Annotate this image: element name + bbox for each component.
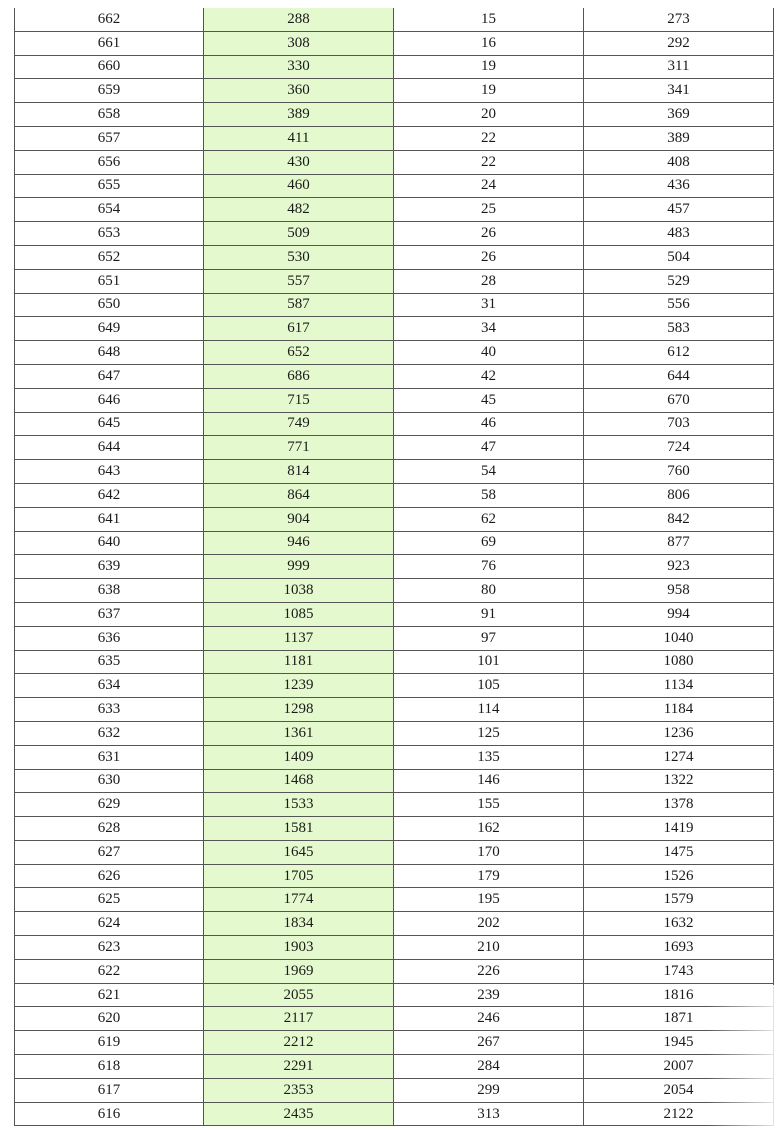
count-cell: 76	[394, 555, 584, 579]
score-cell: 628	[15, 817, 204, 841]
cumulative-cell: 652	[204, 341, 394, 365]
count-cell: 15	[394, 8, 584, 31]
count-cell: 202	[394, 912, 584, 936]
table-row	[15, 293, 774, 317]
table-row	[15, 745, 774, 769]
score-cell: 620	[15, 1007, 204, 1031]
cumulative-cell: 288	[204, 8, 394, 31]
cumulative-cell: 530	[204, 245, 394, 269]
table-body	[15, 8, 774, 1126]
count-cell: 26	[394, 245, 584, 269]
table-row	[15, 126, 774, 150]
score-cell: 657	[15, 126, 204, 150]
count-cell: 31	[394, 293, 584, 317]
score-cell: 633	[15, 698, 204, 722]
table-row	[15, 1078, 774, 1102]
score-cell: 642	[15, 483, 204, 507]
cumulative-cell: 2435	[204, 1102, 394, 1126]
count-cell: 105	[394, 674, 584, 698]
score-cell: 630	[15, 769, 204, 793]
score-cell: 626	[15, 864, 204, 888]
count-cell: 26	[394, 222, 584, 246]
rank-cell: 311	[584, 55, 774, 79]
table-row	[15, 769, 774, 793]
rank-cell: 436	[584, 174, 774, 198]
table-row	[15, 674, 774, 698]
score-cell: 624	[15, 912, 204, 936]
count-cell: 146	[394, 769, 584, 793]
cumulative-cell: 509	[204, 222, 394, 246]
count-cell: 34	[394, 317, 584, 341]
cumulative-cell: 1038	[204, 579, 394, 603]
rank-cell: 341	[584, 79, 774, 103]
cumulative-cell: 1085	[204, 602, 394, 626]
score-cell: 617	[15, 1078, 204, 1102]
table-row	[15, 864, 774, 888]
rank-cell: 760	[584, 460, 774, 484]
table-row	[15, 436, 774, 460]
rank-cell: 389	[584, 126, 774, 150]
table-row	[15, 245, 774, 269]
rank-cell: 1475	[584, 840, 774, 864]
table-row	[15, 983, 774, 1007]
cumulative-cell: 2117	[204, 1007, 394, 1031]
table-row	[15, 483, 774, 507]
count-cell: 195	[394, 888, 584, 912]
table-row	[15, 198, 774, 222]
count-cell: 267	[394, 1031, 584, 1055]
cumulative-cell: 330	[204, 55, 394, 79]
rank-cell: 1322	[584, 769, 774, 793]
count-cell: 135	[394, 745, 584, 769]
rank-cell: 1693	[584, 936, 774, 960]
cumulative-cell: 2353	[204, 1078, 394, 1102]
table-row	[15, 936, 774, 960]
score-table	[14, 8, 774, 1126]
cumulative-cell: 814	[204, 460, 394, 484]
count-cell: 20	[394, 103, 584, 127]
score-cell: 625	[15, 888, 204, 912]
count-cell: 239	[394, 983, 584, 1007]
rank-cell: 1579	[584, 888, 774, 912]
count-cell: 313	[394, 1102, 584, 1126]
score-cell: 654	[15, 198, 204, 222]
cumulative-cell: 2291	[204, 1055, 394, 1079]
score-cell: 637	[15, 602, 204, 626]
rank-cell: 842	[584, 507, 774, 531]
table-row	[15, 1102, 774, 1126]
score-cell: 629	[15, 793, 204, 817]
count-cell: 162	[394, 817, 584, 841]
table-row	[15, 626, 774, 650]
score-cell: 650	[15, 293, 204, 317]
cumulative-cell: 1903	[204, 936, 394, 960]
cumulative-cell: 482	[204, 198, 394, 222]
cumulative-cell: 1969	[204, 959, 394, 983]
table-row	[15, 79, 774, 103]
count-cell: 42	[394, 364, 584, 388]
table-row	[15, 174, 774, 198]
rank-cell: 273	[584, 8, 774, 31]
table-row	[15, 555, 774, 579]
count-cell: 46	[394, 412, 584, 436]
score-cell: 647	[15, 364, 204, 388]
rank-cell: 1816	[584, 983, 774, 1007]
table-row	[15, 31, 774, 55]
count-cell: 299	[394, 1078, 584, 1102]
table-row	[15, 269, 774, 293]
table-row	[15, 579, 774, 603]
cumulative-cell: 1137	[204, 626, 394, 650]
score-cell: 649	[15, 317, 204, 341]
score-cell: 661	[15, 31, 204, 55]
table-row	[15, 364, 774, 388]
cumulative-cell: 1181	[204, 650, 394, 674]
table-row	[15, 650, 774, 674]
score-cell: 660	[15, 55, 204, 79]
rank-cell: 504	[584, 245, 774, 269]
count-cell: 155	[394, 793, 584, 817]
count-cell: 179	[394, 864, 584, 888]
count-cell: 91	[394, 602, 584, 626]
count-cell: 58	[394, 483, 584, 507]
cumulative-cell: 587	[204, 293, 394, 317]
table-row	[15, 1031, 774, 1055]
table-row	[15, 150, 774, 174]
score-cell: 641	[15, 507, 204, 531]
score-cell: 638	[15, 579, 204, 603]
cumulative-cell: 1468	[204, 769, 394, 793]
table-row	[15, 412, 774, 436]
table-row	[15, 1055, 774, 1079]
cumulative-cell: 1581	[204, 817, 394, 841]
rank-cell: 529	[584, 269, 774, 293]
table-row	[15, 698, 774, 722]
score-cell: 655	[15, 174, 204, 198]
table-row	[15, 388, 774, 412]
table-row	[15, 103, 774, 127]
rank-cell: 1419	[584, 817, 774, 841]
cumulative-cell: 2055	[204, 983, 394, 1007]
cumulative-cell: 617	[204, 317, 394, 341]
score-cell: 659	[15, 79, 204, 103]
rank-cell: 806	[584, 483, 774, 507]
rank-cell: 1632	[584, 912, 774, 936]
score-cell: 644	[15, 436, 204, 460]
rank-cell: 703	[584, 412, 774, 436]
rank-cell: 724	[584, 436, 774, 460]
cumulative-cell: 1834	[204, 912, 394, 936]
rank-cell: 2054	[584, 1078, 774, 1102]
count-cell: 226	[394, 959, 584, 983]
cumulative-cell: 389	[204, 103, 394, 127]
table-row	[15, 793, 774, 817]
cumulative-cell: 1239	[204, 674, 394, 698]
cumulative-cell: 308	[204, 31, 394, 55]
rank-cell: 923	[584, 555, 774, 579]
score-cell: 639	[15, 555, 204, 579]
count-cell: 284	[394, 1055, 584, 1079]
count-cell: 69	[394, 531, 584, 555]
table-row	[15, 912, 774, 936]
cumulative-cell: 2212	[204, 1031, 394, 1055]
cumulative-cell: 904	[204, 507, 394, 531]
score-cell: 636	[15, 626, 204, 650]
table-row	[15, 531, 774, 555]
table-row	[15, 840, 774, 864]
score-cell: 622	[15, 959, 204, 983]
rank-cell: 2122	[584, 1102, 774, 1126]
cumulative-cell: 1774	[204, 888, 394, 912]
cumulative-cell: 686	[204, 364, 394, 388]
rank-cell: 1526	[584, 864, 774, 888]
count-cell: 25	[394, 198, 584, 222]
cumulative-cell: 864	[204, 483, 394, 507]
rank-cell: 1274	[584, 745, 774, 769]
score-cell: 618	[15, 1055, 204, 1079]
count-cell: 101	[394, 650, 584, 674]
count-cell: 47	[394, 436, 584, 460]
count-cell: 45	[394, 388, 584, 412]
rank-cell: 644	[584, 364, 774, 388]
count-cell: 22	[394, 126, 584, 150]
score-cell: 632	[15, 721, 204, 745]
rank-cell: 670	[584, 388, 774, 412]
rank-cell: 612	[584, 341, 774, 365]
count-cell: 170	[394, 840, 584, 864]
rank-cell: 958	[584, 579, 774, 603]
rank-cell: 408	[584, 150, 774, 174]
table-row	[15, 222, 774, 246]
cumulative-cell: 430	[204, 150, 394, 174]
score-cell: 623	[15, 936, 204, 960]
score-cell: 652	[15, 245, 204, 269]
score-cell: 621	[15, 983, 204, 1007]
count-cell: 40	[394, 341, 584, 365]
rank-cell: 556	[584, 293, 774, 317]
cumulative-cell: 999	[204, 555, 394, 579]
cumulative-cell: 1361	[204, 721, 394, 745]
count-cell: 62	[394, 507, 584, 531]
score-cell: 627	[15, 840, 204, 864]
rank-cell: 483	[584, 222, 774, 246]
table-row	[15, 317, 774, 341]
rank-cell: 457	[584, 198, 774, 222]
score-cell: 619	[15, 1031, 204, 1055]
count-cell: 54	[394, 460, 584, 484]
cumulative-cell: 1645	[204, 840, 394, 864]
score-cell: 646	[15, 388, 204, 412]
table-row	[15, 460, 774, 484]
cumulative-cell: 460	[204, 174, 394, 198]
count-cell: 80	[394, 579, 584, 603]
count-cell: 114	[394, 698, 584, 722]
count-cell: 246	[394, 1007, 584, 1031]
rank-cell: 1743	[584, 959, 774, 983]
score-cell: 616	[15, 1102, 204, 1126]
score-cell: 651	[15, 269, 204, 293]
table-row	[15, 507, 774, 531]
count-cell: 97	[394, 626, 584, 650]
rank-cell: 1134	[584, 674, 774, 698]
table-row	[15, 55, 774, 79]
count-cell: 16	[394, 31, 584, 55]
score-cell: 653	[15, 222, 204, 246]
rank-cell: 994	[584, 602, 774, 626]
cumulative-cell: 715	[204, 388, 394, 412]
rank-cell: 1040	[584, 626, 774, 650]
table-row	[15, 721, 774, 745]
score-cell: 658	[15, 103, 204, 127]
cumulative-cell: 557	[204, 269, 394, 293]
table-row	[15, 817, 774, 841]
score-cell: 640	[15, 531, 204, 555]
cumulative-cell: 411	[204, 126, 394, 150]
rank-cell: 1184	[584, 698, 774, 722]
cumulative-cell: 1409	[204, 745, 394, 769]
rank-cell: 1871	[584, 1007, 774, 1031]
table-row	[15, 341, 774, 365]
cumulative-cell: 946	[204, 531, 394, 555]
count-cell: 24	[394, 174, 584, 198]
count-cell: 210	[394, 936, 584, 960]
rank-cell: 1236	[584, 721, 774, 745]
rank-cell: 1945	[584, 1031, 774, 1055]
rank-cell: 369	[584, 103, 774, 127]
score-cell: 648	[15, 341, 204, 365]
cumulative-cell: 749	[204, 412, 394, 436]
cumulative-cell: 771	[204, 436, 394, 460]
score-cell: 643	[15, 460, 204, 484]
count-cell: 28	[394, 269, 584, 293]
rank-cell: 1378	[584, 793, 774, 817]
cumulative-cell: 1705	[204, 864, 394, 888]
score-cell: 631	[15, 745, 204, 769]
rank-cell: 292	[584, 31, 774, 55]
score-cell: 635	[15, 650, 204, 674]
count-cell: 125	[394, 721, 584, 745]
score-cell: 645	[15, 412, 204, 436]
cumulative-cell: 1533	[204, 793, 394, 817]
table-row	[15, 888, 774, 912]
table-row	[15, 959, 774, 983]
table-row	[15, 1007, 774, 1031]
cumulative-cell: 1298	[204, 698, 394, 722]
table-row	[15, 602, 774, 626]
rank-cell: 1080	[584, 650, 774, 674]
score-cell: 656	[15, 150, 204, 174]
count-cell: 19	[394, 79, 584, 103]
count-cell: 19	[394, 55, 584, 79]
count-cell: 22	[394, 150, 584, 174]
rank-cell: 583	[584, 317, 774, 341]
rank-cell: 877	[584, 531, 774, 555]
score-cell: 634	[15, 674, 204, 698]
cumulative-cell: 360	[204, 79, 394, 103]
score-cell: 662	[15, 8, 204, 31]
table-row	[15, 8, 774, 31]
rank-cell: 2007	[584, 1055, 774, 1079]
